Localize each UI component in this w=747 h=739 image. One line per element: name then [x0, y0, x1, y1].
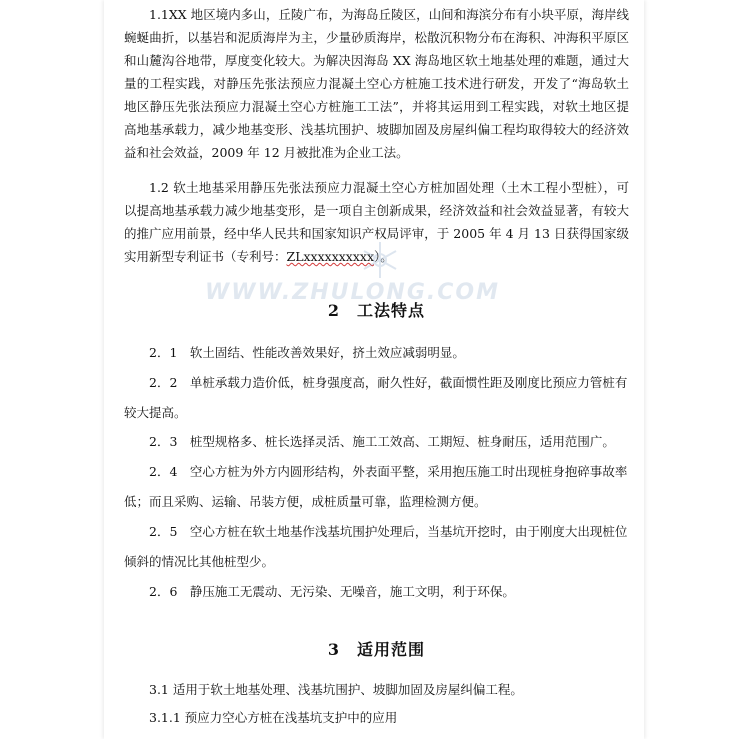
- intro-paragraph-2-text: 1.2 软土地基采用静压先张法预应力混凝土空心方桩加固处理（土木工程小型桩），可以提高地基承载力减少地基变形，是一项自主创新成果，经济效益和社会效益显著，有较大的推广应用前景，经中华人民共和国家知识产权局评审，于 2005 年 4 月 13 日获得国家级实用新型专利证书（专利号：: [124, 180, 629, 264]
- patent-number: ZLxxxxxxxxxx: [286, 249, 374, 264]
- list-item: 2．4 空心方桩为外方内圆形结构，外表面平整，采用抱压施工时出现桩身抱碎事故率低；而且采购、运输、吊装方便，成桩质量可靠，监理检测方便。: [124, 464, 628, 509]
- intro-paragraph-1: 1.1XX 地区境内多山，丘陵广布，为海岛丘陵区，山间和海滨分布有小块平原，海岸线蜿蜒曲折，以基岩和泥质海岸为主，少量砂质海岸，松散沉积物分布在海积、冲海积平原区和山麓沟谷地带，厚度变化较大。为解决因海岛 XX 海岛地区软土地基处理的难题，通过大量的工程实践，对静压先张法预应力混凝土空心方桩施工技术进行研发，开发了“海岛软土地区静压先张法预应力混凝土空心方桩施工工法”，并将其运用到工程实践，对软土地区提高地基承载力，减少地基变形、浅基坑围护、坡脚加固及房屋纠偏工程均取得较大的经济效益和社会效益，2009 年 12 月被批准为企业工法。: [124, 7, 629, 160]
- list-item: 2．5 空心方桩在软土地基作浅基坑围护处理后，当基坑开挖时，由于刚度大出现桩位倾斜的情况比其他桩型少。: [124, 524, 628, 569]
- list-item: 3.1 适用于软土地基处理、浅基坑围护、坡脚加固及房屋纠偏工程。: [149, 682, 523, 697]
- list-item: 2．1 软土固结、性能改善效果好，挤土效应减弱明显。: [149, 345, 465, 360]
- list-item: 2．3 桩型规格多、桩长选择灵活、施工工效高、工期短、桩身耐压，适用范围广。: [149, 434, 615, 449]
- snowflake-logo-icon: [360, 240, 400, 280]
- section-3-heading: 3 适用范围: [327, 640, 426, 659]
- list-item: 3.1.1 预应力空心方桩在浅基坑支护中的应用: [149, 710, 398, 725]
- watermark-text: WWW.ZHULONG.COM: [205, 280, 500, 305]
- intro-paragraph-2-end: ）。: [374, 249, 393, 264]
- section-2-heading: 2 工法特点: [327, 301, 426, 320]
- list-item: 2．2 单桩承载力造价低，桩身强度高，耐久性好，截面惯性距及刚度比预应力管桩有较大提高。: [124, 375, 628, 420]
- list-item: 2．6 静压施工无震动、无污染、无噪音，施工文明，利于环保。: [149, 584, 515, 599]
